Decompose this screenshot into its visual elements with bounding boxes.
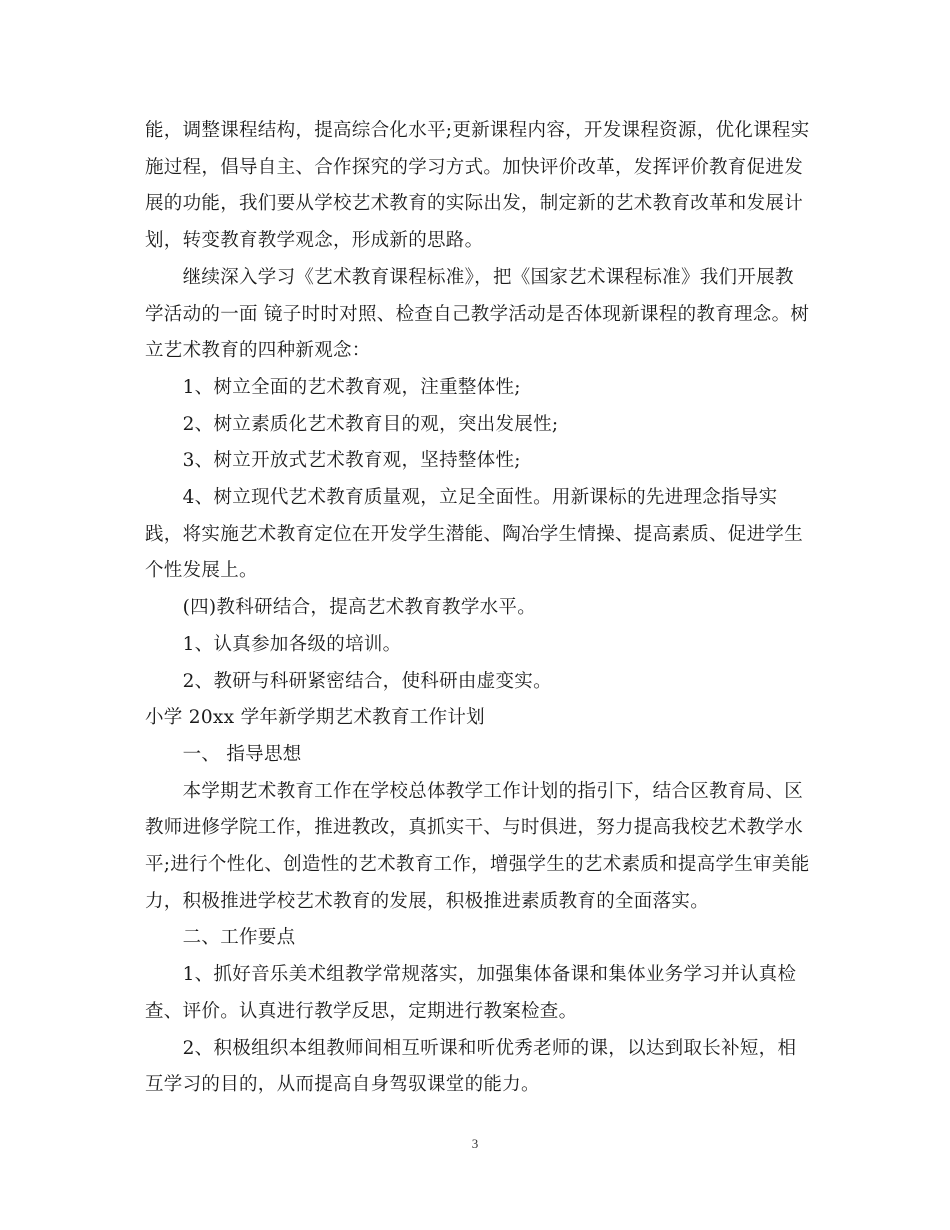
paragraph-4: 2、树立素质化艺术教育目的观，突出发展性; [145,413,559,435]
paragraph-5: 3、树立开放式艺术教育观，坚持整体性; [145,450,521,472]
heading-guiding-ideology: 一、 指导思想 [145,743,302,765]
paragraph-8: 1、认真参加各级的培训。 [145,633,402,655]
paragraph-6: 4、树立现代艺术教育质量观，立足全面性。用新课标的先进理念指导实践，将实施艺术教育定位在开发学生潜能、陶冶学生情操、提高素质、促进学生个性发展上。 [145,487,804,582]
heading-work-points: 二、工作要点 [145,927,296,949]
paragraph-2: 继续深入学习《艺术教育课程标准》，把《国家艺术课程标准》我们开展教学活动的一面 镜子时时对照、检查自己教学活动是否体现新课程的教育理念。树立艺术教育的四种新观念： [145,266,810,362]
paragraph-9: 2、教研与科研紧密结合，使科研由虚变实。 [145,670,552,692]
paragraph-7: (四)教科研结合，提高艺术教育教学水平。 [145,597,537,619]
paragraph-1: 能，调整课程结构，提高综合化水平;更新课程内容，开发课程资源，优化课程实施过程，倡导自主、合作探究的学习方式。加快评价改革，发挥评价教育促进发展的功能，我们要从学校艺术教育的实际出发，制定新的艺术教育改革和发展计划，转变教育教学观念，形成新的思路。 [145,120,810,252]
paragraph-12: 本学期艺术教育工作在学校总体教学工作计划的指引下，结合区教育局、区教师进修学院工作，推进教改，真抓实干、与时俱进，努力提高我校艺术教学水平;进行个性化、创造性的艺术教育工作，增强学生的艺术素质和提高学生审美能力，积极推进学校艺术教育的发展，积极推进素质教育的全面落实。 [145,780,810,912]
paragraph-15: 2、积极组织本组教师间相互听课和听优秀老师的课，以达到取长补短，相互学习的目的，从而提高自身驾驭课堂的能力。 [145,1037,797,1096]
paragraph-3: 1、树立全面的艺术教育观，注重整体性; [145,376,521,398]
section-title: 小学 20xx 学年新学期艺术教育工作计划 [145,707,485,729]
page-number: 3 [471,1136,479,1151]
document-body [145,113,810,1104]
paragraph-14: 1、抓好音乐美术组教学常规落实，加强集体备课和集体业务学习并认真检查、评价。认真进行教学反思，定期进行教案检查。 [145,964,797,1022]
